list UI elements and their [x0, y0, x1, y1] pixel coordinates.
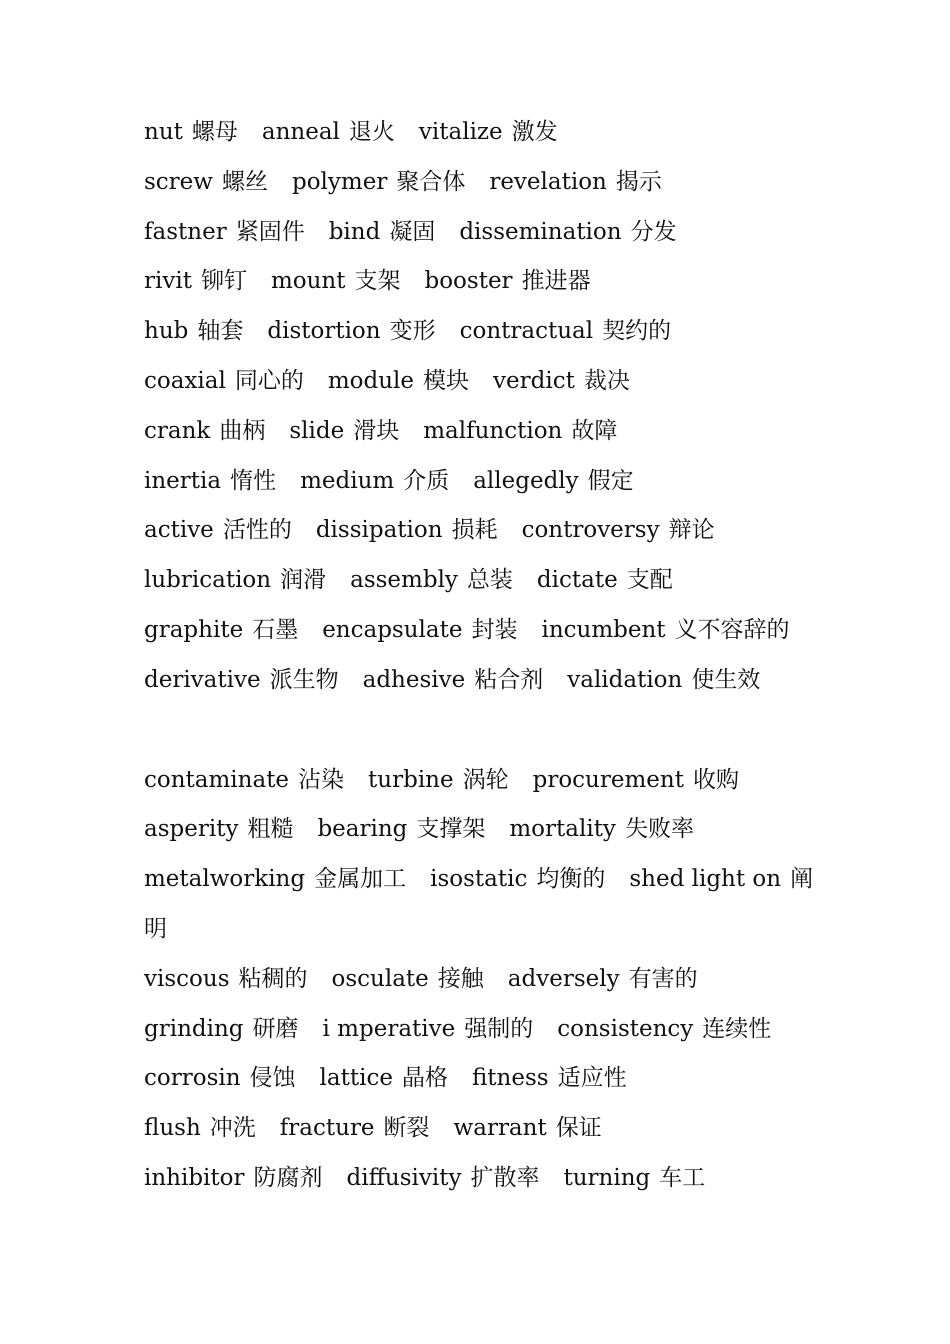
english-term: inertia: [144, 467, 222, 494]
chinese-translation: 活性的: [222, 517, 292, 544]
english-term: validation: [567, 666, 683, 693]
chinese-translation: 曲柄: [219, 417, 266, 444]
chinese-translation: 分发: [630, 218, 677, 245]
english-term: corrosin: [144, 1065, 241, 1092]
vocab-entry: [144, 468, 276, 494]
english-term: dictate: [536, 567, 618, 594]
vocab-entry: [508, 966, 698, 992]
chinese-translation: 收购: [692, 766, 739, 793]
chinese-translation: 螺母: [191, 119, 238, 145]
vocab-entry: [472, 1065, 627, 1091]
vocab-entry: [460, 318, 672, 344]
chinese-translation: 凝固: [389, 218, 436, 245]
chinese-translation: 辩论: [668, 517, 715, 544]
english-term: slide: [289, 417, 345, 444]
vocab-entry: [493, 368, 630, 394]
vocab-entry: [424, 268, 590, 294]
chinese-translation: 润滑: [280, 567, 327, 594]
vocab-entry: [144, 368, 304, 394]
vocab-line: [144, 108, 814, 158]
vocab-entry: [144, 268, 247, 294]
english-term: graphite: [144, 616, 244, 643]
english-term: bind: [328, 218, 381, 245]
vocab-entry: [267, 318, 435, 344]
vocab-entry: [144, 119, 238, 145]
vocab-entry: [144, 219, 305, 245]
chinese-translation: 假定: [587, 467, 634, 494]
chinese-translation: 派生物: [269, 666, 339, 693]
chinese-translation: 晶格: [401, 1065, 448, 1092]
chinese-translation: 退火: [348, 119, 395, 145]
vocab-entry: [454, 1115, 602, 1141]
chinese-translation: 总装: [466, 567, 513, 594]
chinese-translation: 模块: [423, 367, 470, 394]
english-term: nut: [144, 119, 183, 145]
english-term: fracture: [279, 1115, 375, 1142]
chinese-translation: 断裂: [383, 1115, 430, 1142]
vocab-entry: [144, 418, 265, 444]
english-term: module: [327, 367, 415, 394]
english-term: controversy: [521, 517, 660, 544]
chinese-translation: 阐: [790, 866, 814, 893]
english-term: dissipation: [315, 517, 443, 544]
english-term: adversely: [507, 965, 620, 992]
vocab-entry: [144, 318, 243, 344]
vocab-entry: [144, 169, 268, 195]
vocab-entry: [564, 1165, 706, 1191]
vocab-entry: [292, 169, 465, 195]
english-term: derivative: [144, 666, 261, 693]
vocab-line: [144, 1054, 814, 1104]
vocab-entry: [144, 816, 293, 842]
vocab-section-2: [144, 756, 814, 1204]
vocab-entry: [271, 268, 401, 294]
vocab-entry: [567, 667, 760, 693]
chinese-translation: 损耗: [451, 517, 498, 544]
english-term: turning: [563, 1164, 651, 1191]
english-term: shed light on: [629, 866, 782, 893]
english-term: adhesive: [362, 666, 466, 693]
vocab-line: [144, 805, 814, 855]
vocab-line: [144, 1104, 814, 1154]
chinese-translation: 紧固件: [235, 218, 305, 245]
vocab-line: [144, 357, 814, 407]
english-term: lattice: [319, 1065, 393, 1092]
chinese-translation: 支架: [354, 268, 401, 295]
chinese-translation: 有害的: [628, 965, 698, 992]
vocab-entry: [368, 767, 509, 793]
vocab-entry: [328, 368, 469, 394]
chinese-translation: 封装: [471, 616, 518, 643]
chinese-translation: 石墨: [252, 616, 299, 643]
vocab-line: [144, 756, 814, 806]
vocab-entry: [289, 418, 399, 444]
english-term: lubrication: [144, 567, 272, 594]
english-term: fastner: [144, 218, 227, 245]
vocab-entry: [489, 169, 662, 195]
english-term: i mperative: [322, 1015, 456, 1042]
vocab-line: [144, 407, 814, 457]
chinese-translation: 故障: [571, 417, 618, 444]
english-term: grinding: [144, 1015, 244, 1042]
vocab-entry: [363, 667, 544, 693]
vocab-line: [144, 855, 814, 905]
english-term: isostatic: [430, 866, 528, 893]
chinese-translation: 支配: [626, 567, 673, 594]
vocabulary-page: [144, 108, 814, 1204]
vocab-line: [144, 158, 814, 208]
vocab-entry: [322, 617, 517, 643]
chinese-translation: 适应性: [557, 1065, 627, 1092]
english-term: medium: [300, 467, 395, 494]
english-term: screw: [144, 168, 213, 195]
english-term: contaminate: [144, 766, 290, 793]
vocab-entry: [350, 567, 513, 593]
vocab-line: [144, 257, 814, 307]
chinese-translation: 车工: [659, 1164, 706, 1191]
chinese-translation: 防腐剂: [253, 1164, 323, 1191]
english-term: diffusivity: [346, 1164, 462, 1191]
vocab-entry: [280, 1115, 430, 1141]
english-term: contractual: [459, 318, 594, 345]
vocab-entry: [300, 468, 449, 494]
vocab-entry: [323, 1016, 534, 1042]
vocab-entry: [144, 517, 292, 543]
vocab-entry: [144, 667, 339, 693]
vocab-entry: [144, 866, 406, 892]
chinese-translation: 沾染: [298, 766, 345, 793]
vocab-line: [144, 506, 814, 556]
vocab-entry: [144, 1065, 296, 1091]
vocab-entry: [423, 418, 617, 444]
chinese-translation: 介质: [403, 467, 450, 494]
english-term: vitalize: [418, 119, 503, 145]
chinese-translation: 变形: [389, 318, 436, 345]
vocab-entry: [316, 517, 498, 543]
chinese-translation: 惰性: [230, 467, 277, 494]
chinese-translation: 粗糙: [247, 816, 294, 843]
vocab-line: [144, 556, 814, 606]
english-term: hub: [144, 318, 189, 345]
chinese-translation: 均衡的: [536, 866, 606, 893]
vocab-line: [144, 1154, 814, 1204]
chinese-translation: 扩散率: [470, 1164, 540, 1191]
english-term: polymer: [291, 168, 388, 195]
vocab-entry: [144, 1016, 299, 1042]
chinese-translation: 聚合体: [396, 168, 466, 195]
english-term: crank: [144, 417, 211, 444]
vocab-entry: [317, 816, 485, 842]
chinese-translation: 揭示: [615, 168, 662, 195]
english-term: flush: [144, 1115, 201, 1142]
english-term: assembly: [350, 567, 458, 594]
chinese-translation: 侵蚀: [249, 1065, 296, 1092]
english-term: coaxial: [144, 367, 226, 394]
vocab-line: [144, 656, 814, 706]
vocab-entry: [629, 866, 813, 892]
english-term: asperity: [144, 816, 239, 843]
vocab-line: [144, 1005, 814, 1055]
english-term: distortion: [267, 318, 381, 345]
vocab-entry: [262, 119, 395, 145]
english-term: fitness: [471, 1065, 549, 1092]
vocab-entry: [144, 966, 308, 992]
chinese-translation: 螺丝: [221, 168, 268, 195]
chinese-translation: 支撑架: [416, 816, 486, 843]
chinese-translation: 金属加工: [314, 866, 407, 893]
english-term: anneal: [261, 119, 340, 145]
chinese-translation: 推进器: [521, 268, 591, 295]
english-term: turbine: [368, 766, 454, 793]
english-term: inhibitor: [144, 1164, 245, 1191]
vocab-entry: [144, 1165, 323, 1191]
vocab-line: [144, 606, 814, 656]
english-term: viscous: [144, 965, 230, 992]
chinese-translation: 使生效: [691, 666, 761, 693]
vocab-entry: [329, 219, 436, 245]
english-term: warrant: [453, 1115, 547, 1142]
english-term: mount: [270, 268, 346, 295]
english-term: active: [144, 517, 214, 544]
vocab-entry: [509, 816, 694, 842]
vocab-line: [144, 307, 814, 357]
english-term: consistency: [557, 1015, 694, 1042]
vocab-entry: [459, 219, 676, 245]
english-term: procurement: [532, 766, 684, 793]
english-term: dissemination: [459, 218, 622, 245]
english-term: malfunction: [423, 417, 563, 444]
english-term: revelation: [489, 168, 607, 195]
vocab-entry: [419, 119, 558, 145]
chinese-translation: 轴套: [197, 318, 244, 345]
vocab-entry: [522, 517, 715, 543]
english-term: mortality: [509, 816, 616, 843]
chinese-translation: 同心的: [234, 367, 304, 394]
chinese-translation: 涡轮: [462, 766, 509, 793]
chinese-translation: 粘稠的: [238, 965, 308, 992]
vocab-entry: [557, 1016, 771, 1042]
chinese-translation: 裁决: [583, 367, 630, 394]
wrapped-continuation: 明: [144, 915, 167, 942]
chinese-translation: 保证: [555, 1115, 602, 1142]
vocab-entry: [144, 767, 344, 793]
english-term: incumbent: [541, 616, 666, 643]
english-term: rivit: [144, 268, 192, 295]
chinese-translation: 义不容辞的: [674, 616, 790, 643]
chinese-translation: 冲洗: [209, 1115, 256, 1142]
vocab-entry: [430, 866, 605, 892]
chinese-translation: 研磨: [252, 1015, 299, 1042]
chinese-translation: 铆钉: [200, 268, 247, 295]
chinese-translation: 激发: [511, 119, 558, 145]
chinese-translation: 强制的: [464, 1015, 534, 1042]
vocab-line: [144, 955, 814, 1005]
vocab-entry: [473, 468, 633, 494]
chinese-translation: 连续性: [702, 1015, 772, 1042]
chinese-translation: 失败率: [624, 816, 694, 843]
english-term: verdict: [493, 367, 575, 394]
english-term: metalworking: [144, 866, 306, 893]
chinese-translation: 契约的: [602, 318, 672, 345]
english-term: osculate: [331, 965, 429, 992]
english-term: booster: [424, 268, 513, 295]
vocab-entry: [537, 567, 673, 593]
vocab-line: [144, 457, 814, 507]
english-term: bearing: [317, 816, 408, 843]
vocab-entry: [320, 1065, 448, 1091]
english-term: encapsulate: [322, 616, 463, 643]
vocab-entry: [144, 1115, 256, 1141]
vocab-entry: [144, 617, 298, 643]
vocab-entry: [541, 617, 789, 643]
chinese-translation: 滑块: [353, 417, 400, 444]
vocab-section-1: [144, 108, 814, 706]
vocab-line: [144, 208, 814, 258]
vocab-entry: [347, 1165, 540, 1191]
vocab-entry: [533, 767, 739, 793]
chinese-translation: 接触: [437, 965, 484, 992]
vocab-entry: [144, 567, 326, 593]
chinese-translation: 粘合剂: [474, 666, 544, 693]
vocab-entry: [332, 966, 484, 992]
english-term: allegedly: [473, 467, 579, 494]
